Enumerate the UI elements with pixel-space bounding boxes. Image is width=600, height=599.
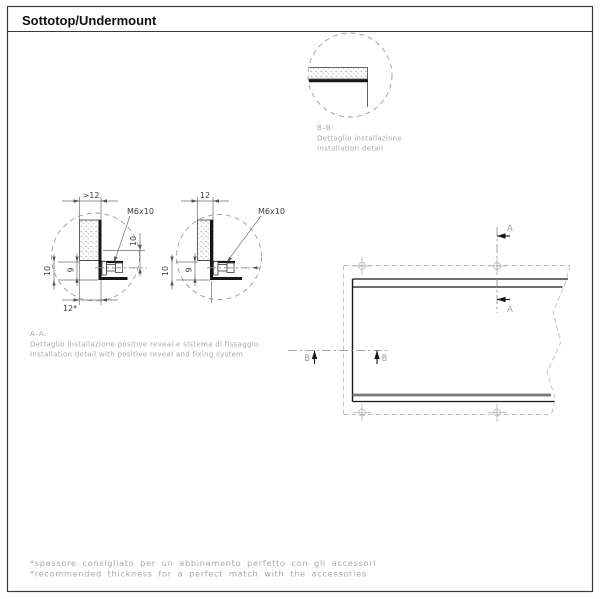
dim-inner-c1: 9 — [66, 267, 76, 273]
detail-aa-2 — [161, 191, 285, 303]
section-b-arrow-left — [312, 351, 317, 360]
fixing-marker — [488, 404, 506, 422]
detail-bb-caption-it: Dettaglio installazione — [317, 134, 403, 143]
fixing-marker — [353, 257, 371, 275]
caption-aa — [30, 330, 259, 359]
screw-label-c2: M6x10 — [258, 207, 285, 216]
detail-bb-caption-en: Installation detail — [317, 144, 384, 153]
fixing-marker — [353, 404, 371, 422]
detail-aa-caption-it: Dettaglio installazione positive reveal e sistema di fissaggio — [30, 340, 259, 349]
dim-top-c2: 12 — [199, 191, 211, 200]
footnote-en: *recommended thickness for a perfect match with the accessories — [30, 568, 367, 579]
section-b-label-right: B — [381, 354, 388, 364]
dim-right-c1: 10 — [128, 235, 138, 247]
detail-bb — [304, 33, 402, 153]
dim-outer-c2: 10 — [161, 265, 170, 277]
footnote — [30, 558, 376, 579]
detail-aa-ref: A–A: — [30, 330, 47, 338]
dim-top-c1: >12 — [82, 191, 100, 200]
section-a-label-bottom: A — [507, 305, 513, 315]
screw-label-c1: M6x10 — [127, 207, 154, 216]
fixing-marker — [488, 257, 506, 275]
clamp-plate — [214, 262, 219, 276]
dim-bottom-c1: 12* — [62, 304, 78, 313]
page-title: Sottotop/Undermount — [22, 13, 157, 28]
footnote-it: *spessore consigliato per un abbinamento perfetto con gli accessori — [30, 558, 377, 568]
clamp-plate — [102, 262, 107, 276]
section-a-arrow-bottom — [497, 297, 506, 302]
countertop-section — [304, 68, 368, 80]
countertop-edge — [80, 220, 102, 261]
detail-aa2-circle — [177, 215, 262, 300]
detail-bb-ref: B–B: — [317, 124, 334, 132]
section-b-arrow-right — [374, 351, 379, 360]
section-b-label-left: B — [304, 354, 310, 364]
section-a-label-top: A — [507, 224, 513, 234]
break-line — [547, 266, 570, 415]
dim-inner-c2: 9 — [184, 267, 194, 273]
plan-view — [288, 224, 570, 422]
section-a-arrow-top — [497, 233, 506, 238]
detail-aa-caption-en: Installation detail with positive reveal and fixing system — [30, 350, 244, 359]
dim-outer-c1: 10 — [43, 265, 52, 277]
detail-bb-section — [304, 68, 368, 81]
detail-aa-1 — [43, 191, 154, 313]
